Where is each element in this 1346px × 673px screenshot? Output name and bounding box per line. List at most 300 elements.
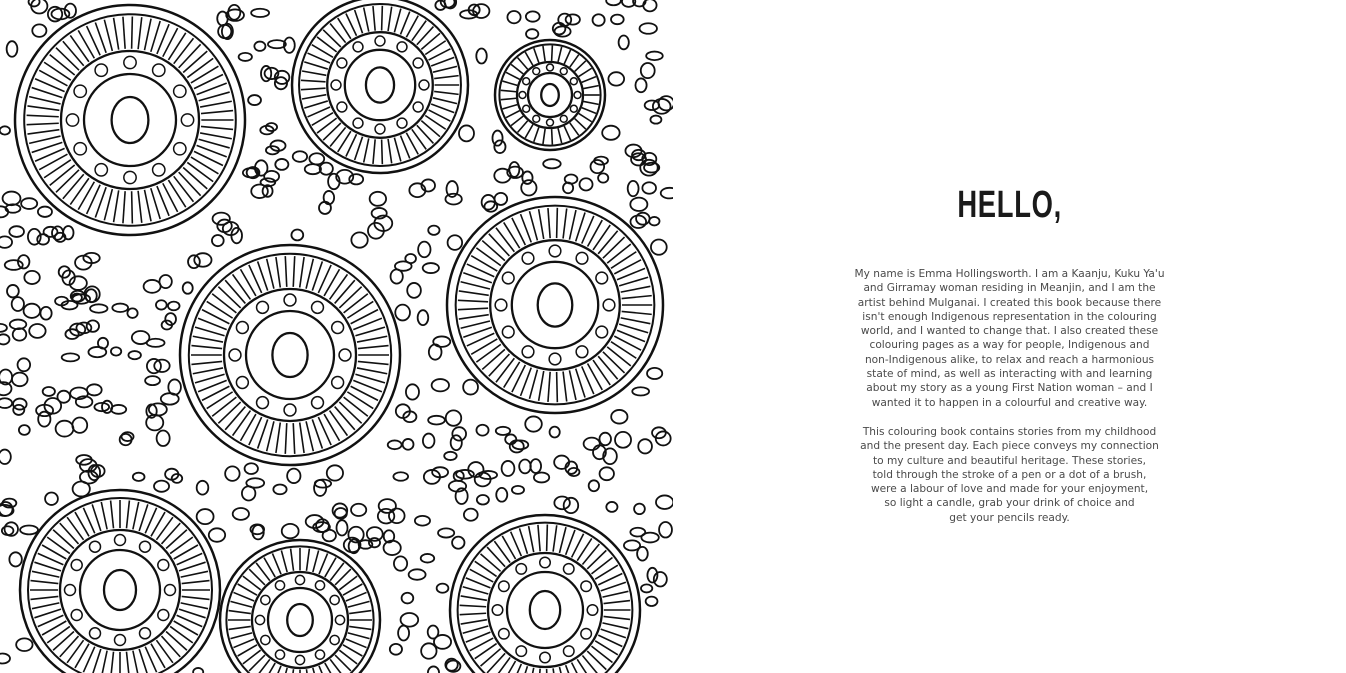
- art-stroke: [557, 208, 558, 238]
- art-stroke: [582, 544, 599, 565]
- art-stroke: [275, 650, 284, 659]
- art-stroke: [63, 226, 73, 239]
- art-stroke: [487, 547, 505, 567]
- art-stroke: [275, 159, 288, 170]
- art-stroke: [111, 347, 121, 355]
- art-stroke: [487, 653, 505, 673]
- art-stroke: [0, 324, 7, 332]
- art-stroke: [496, 488, 507, 502]
- art-stroke: [458, 300, 488, 301]
- art-stroke: [304, 101, 328, 108]
- art-stroke: [501, 90, 516, 91]
- art-stroke: [522, 346, 534, 358]
- art-stroke: [552, 129, 553, 144]
- art-stroke: [140, 628, 151, 639]
- art-stroke: [355, 327, 385, 336]
- art-stroke: [413, 102, 423, 112]
- art-stroke: [344, 294, 368, 313]
- art-stroke: [598, 356, 618, 379]
- art-stroke: [90, 541, 101, 552]
- art-stroke: [575, 61, 586, 72]
- art-stroke: [255, 615, 264, 624]
- art-stroke: [602, 623, 628, 629]
- art-stroke: [281, 668, 287, 673]
- art-stroke: [63, 41, 84, 66]
- art-stroke: [95, 64, 107, 76]
- art-stroke: [576, 346, 588, 358]
- art-stroke: [519, 460, 531, 474]
- art-stroke: [603, 352, 625, 373]
- art-stroke: [476, 248, 500, 266]
- art-stroke: [538, 669, 540, 673]
- art-stroke: [547, 64, 554, 71]
- art-stroke: [199, 92, 230, 101]
- art-stroke: [209, 528, 225, 542]
- art-stroke: [195, 374, 225, 383]
- art-stroke: [56, 48, 79, 71]
- art-stroke: [229, 626, 251, 629]
- art-stroke: [90, 304, 107, 312]
- art-stroke: [461, 321, 490, 328]
- art-stroke: [128, 351, 141, 359]
- art-stroke: [434, 91, 458, 94]
- art-stroke: [543, 159, 561, 168]
- art-stroke: [489, 234, 510, 256]
- art-stroke: [502, 661, 515, 673]
- art-stroke: [12, 373, 28, 387]
- art-stroke: [339, 402, 361, 423]
- art-stroke: [461, 620, 487, 624]
- art-stroke: [126, 652, 129, 673]
- art-stroke: [233, 592, 254, 601]
- art-stroke: [332, 377, 344, 389]
- art-stroke: [533, 115, 540, 122]
- art-stroke: [229, 611, 251, 614]
- art-stroke: [640, 23, 657, 34]
- art-stroke: [156, 517, 172, 540]
- page-title: HELLO,: [957, 184, 1062, 226]
- art-stroke: [158, 610, 169, 621]
- art-stroke: [18, 358, 31, 371]
- art-stroke: [233, 508, 249, 520]
- art-stroke: [47, 537, 70, 553]
- art-stroke: [40, 307, 51, 320]
- art-stroke: [293, 256, 294, 287]
- art-stroke: [522, 171, 532, 184]
- art-stroke: [511, 64, 523, 74]
- art-stroke: [236, 322, 248, 334]
- art-stroke: [261, 635, 270, 644]
- art-stroke: [308, 107, 331, 117]
- art-stroke: [257, 301, 269, 313]
- art-stroke: [587, 651, 606, 670]
- art-stroke: [241, 414, 256, 441]
- art-stroke: [287, 469, 300, 483]
- art-stroke: [645, 100, 660, 109]
- art-stroke: [319, 553, 328, 574]
- art-stroke: [516, 564, 527, 575]
- art-stroke: [261, 66, 271, 81]
- art-stroke: [50, 55, 75, 75]
- art-stroke: [145, 376, 160, 385]
- art-stroke: [548, 372, 550, 402]
- art-stroke: [611, 410, 627, 424]
- art-stroke: [7, 41, 18, 57]
- art-stroke: [502, 461, 515, 476]
- art-stroke: [225, 280, 245, 303]
- art-stroke: [84, 74, 176, 166]
- art-stroke: [603, 237, 625, 258]
- art-stroke: [161, 636, 180, 657]
- art-stroke: [293, 423, 294, 454]
- art-stroke: [661, 188, 673, 199]
- art-stroke: [284, 294, 296, 306]
- art-stroke: [218, 287, 240, 308]
- art-stroke: [529, 370, 537, 399]
- art-stroke: [507, 572, 583, 648]
- art-stroke: [315, 650, 324, 659]
- art-stroke: [438, 528, 454, 537]
- art-stroke: [132, 331, 150, 344]
- art-stroke: [547, 525, 548, 552]
- art-stroke: [0, 450, 11, 464]
- art-stroke: [504, 362, 520, 388]
- art-stroke: [445, 194, 461, 205]
- art-stroke: [538, 525, 540, 552]
- art-stroke: [419, 80, 429, 90]
- art-stroke: [398, 626, 409, 641]
- art-stroke: [444, 452, 456, 460]
- art-stroke: [638, 439, 652, 453]
- art-stroke: [246, 311, 334, 399]
- art-stroke: [539, 209, 544, 239]
- art-stroke: [525, 416, 542, 431]
- art-stroke: [53, 530, 74, 549]
- art-stroke: [324, 414, 339, 441]
- art-stroke: [65, 585, 76, 596]
- art-stroke: [574, 92, 581, 99]
- art-stroke: [5, 260, 23, 270]
- art-stroke: [124, 171, 136, 183]
- art-stroke: [272, 553, 281, 574]
- art-stroke: [24, 271, 39, 284]
- art-stroke: [434, 635, 451, 649]
- art-stroke: [60, 523, 79, 544]
- art-stroke: [529, 526, 534, 552]
- art-stroke: [373, 6, 375, 31]
- art-stroke: [174, 85, 186, 97]
- art-stroke: [337, 58, 347, 68]
- art-stroke: [272, 333, 307, 377]
- art-stroke: [598, 231, 618, 254]
- art-stroke: [291, 669, 294, 673]
- art-stroke: [133, 502, 139, 529]
- art-stroke: [541, 84, 559, 106]
- art-stroke: [446, 410, 462, 425]
- art-stroke: [418, 310, 429, 325]
- text-line: to my culture and beautiful heritage. These stories,: [872, 454, 1147, 467]
- art-stroke: [459, 125, 474, 141]
- art-stroke: [201, 111, 233, 114]
- art-stroke: [530, 591, 560, 629]
- art-stroke: [140, 541, 151, 552]
- art-stroke: [30, 596, 58, 599]
- art-stroke: [499, 581, 510, 592]
- art-stroke: [133, 651, 139, 673]
- art-stroke: [293, 151, 307, 162]
- art-stroke: [494, 657, 510, 673]
- art-stroke: [565, 175, 578, 184]
- art-stroke: [218, 25, 231, 38]
- art-stroke: [38, 207, 52, 217]
- art-stroke: [248, 95, 261, 105]
- art-stroke: [602, 126, 619, 140]
- art-stroke: [257, 397, 269, 409]
- art-stroke: [621, 318, 651, 324]
- art-stroke: [433, 98, 457, 104]
- art-stroke: [429, 344, 442, 359]
- art-stroke: [166, 530, 187, 549]
- art-stroke: [397, 118, 407, 128]
- art-stroke: [197, 509, 214, 524]
- art-stroke: [139, 649, 148, 673]
- art-stroke: [402, 593, 414, 604]
- art-stroke: [92, 649, 101, 673]
- art-stroke: [285, 256, 286, 287]
- art-stroke: [549, 353, 561, 365]
- art-stroke: [327, 465, 343, 480]
- art-stroke: [0, 334, 9, 344]
- art-stroke: [104, 20, 112, 51]
- art-stroke: [507, 11, 520, 23]
- art-stroke: [554, 496, 569, 509]
- art-stroke: [503, 81, 518, 85]
- art-stroke: [168, 379, 181, 394]
- art-stroke: [492, 131, 502, 146]
- art-stroke: [382, 6, 383, 31]
- art-stroke: [522, 252, 534, 264]
- art-stroke: [295, 575, 304, 584]
- art-stroke: [267, 259, 274, 289]
- art-stroke: [332, 322, 344, 334]
- art-stroke: [593, 14, 605, 26]
- art-stroke: [569, 370, 576, 400]
- art-stroke: [114, 190, 119, 222]
- art-stroke: [339, 287, 361, 308]
- art-stroke: [351, 504, 366, 516]
- art-stroke: [228, 5, 240, 20]
- art-stroke: [560, 115, 567, 122]
- art-stroke: [448, 235, 463, 250]
- art-stroke: [346, 639, 367, 648]
- art-stroke: [199, 139, 230, 148]
- art-stroke: [418, 242, 430, 258]
- art-stroke: [569, 210, 576, 240]
- art-stroke: [47, 626, 70, 642]
- art-stroke: [481, 649, 501, 666]
- art-stroke: [273, 484, 286, 494]
- art-stroke: [56, 421, 74, 437]
- art-stroke: [602, 591, 628, 597]
- art-stroke: [78, 182, 94, 210]
- art-stroke: [70, 178, 89, 204]
- art-stroke: [301, 88, 326, 89]
- art-stroke: [651, 240, 667, 255]
- art-stroke: [649, 217, 659, 226]
- art-stroke: [179, 44, 201, 68]
- art-stroke: [24, 304, 41, 318]
- art-stroke: [506, 111, 520, 118]
- art-stroke: [458, 308, 488, 309]
- art-stroke: [528, 73, 572, 117]
- art-stroke: [560, 68, 567, 75]
- art-stroke: [123, 191, 125, 223]
- art-stroke: [66, 114, 78, 126]
- text-line: world, and I wanted to change that. I also created these: [860, 325, 1159, 338]
- art-stroke: [364, 7, 369, 31]
- art-stroke: [252, 572, 348, 668]
- art-stroke: [27, 123, 59, 124]
- art-stroke: [101, 502, 107, 529]
- art-stroke: [195, 327, 225, 336]
- art-stroke: [191, 361, 222, 364]
- art-stroke: [460, 605, 487, 606]
- art-stroke: [529, 211, 537, 240]
- art-stroke: [496, 228, 514, 252]
- art-stroke: [145, 19, 152, 51]
- art-stroke: [482, 349, 505, 369]
- art-stroke: [21, 198, 37, 209]
- art-stroke: [619, 35, 629, 49]
- art-stroke: [349, 611, 371, 614]
- art-stroke: [357, 368, 387, 374]
- art-stroke: [599, 433, 611, 446]
- art-stroke: [111, 405, 126, 414]
- art-stroke: [74, 143, 86, 155]
- art-stroke: [630, 528, 645, 537]
- art-stroke: [306, 421, 313, 451]
- art-stroke: [463, 626, 489, 633]
- art-stroke: [431, 104, 454, 113]
- art-stroke: [87, 384, 102, 395]
- art-stroke: [267, 421, 274, 451]
- art-stroke: [179, 562, 206, 571]
- art-stroke: [156, 300, 167, 309]
- art-stroke: [647, 368, 662, 379]
- art-stroke: [348, 601, 370, 607]
- art-stroke: [264, 171, 279, 182]
- art-stroke: [212, 397, 236, 416]
- art-stroke: [53, 631, 74, 650]
- art-stroke: [276, 257, 280, 287]
- art-stroke: [590, 160, 604, 173]
- art-stroke: [300, 257, 304, 287]
- art-stroke: [512, 486, 524, 494]
- art-stroke: [405, 254, 416, 263]
- art-stroke: [564, 498, 579, 513]
- art-stroke: [628, 181, 639, 196]
- art-stroke: [225, 466, 239, 481]
- art-stroke: [428, 416, 445, 425]
- art-stroke: [154, 481, 169, 492]
- art-stroke: [421, 554, 435, 563]
- art-stroke: [656, 495, 673, 509]
- art-stroke: [353, 42, 363, 52]
- art-stroke: [409, 569, 426, 579]
- art-stroke: [315, 581, 324, 590]
- art-stroke: [201, 126, 233, 129]
- art-stroke: [621, 286, 651, 292]
- art-stroke: [534, 472, 549, 482]
- art-stroke: [0, 398, 12, 408]
- art-stroke: [432, 379, 449, 391]
- art-stroke: [133, 473, 145, 481]
- art-stroke: [154, 360, 169, 372]
- art-stroke: [364, 138, 369, 162]
- art-stroke: [576, 252, 588, 264]
- art-stroke: [347, 301, 373, 318]
- art-stroke: [115, 535, 126, 546]
- art-stroke: [611, 15, 624, 25]
- art-stroke: [200, 133, 232, 139]
- art-stroke: [275, 581, 284, 590]
- art-stroke: [646, 52, 663, 61]
- art-stroke: [281, 550, 287, 572]
- art-stroke: [132, 17, 133, 49]
- art-stroke: [120, 434, 132, 445]
- art-stroke: [543, 129, 545, 144]
- art-stroke: [32, 24, 46, 36]
- art-stroke: [71, 610, 82, 621]
- art-stroke: [182, 596, 210, 599]
- art-stroke: [454, 471, 464, 481]
- art-stroke: [43, 387, 55, 396]
- art-stroke: [9, 552, 21, 566]
- art-stroke: [3, 192, 21, 206]
- art-stroke: [62, 353, 79, 361]
- art-stroke: [506, 72, 520, 79]
- art-stroke: [304, 62, 328, 69]
- art-stroke: [375, 124, 385, 134]
- art-stroke: [183, 51, 207, 72]
- art-stroke: [355, 374, 385, 383]
- art-stroke: [179, 609, 206, 618]
- art-stroke: [101, 651, 107, 673]
- art-stroke: [384, 541, 401, 555]
- art-stroke: [335, 407, 355, 430]
- art-stroke: [305, 164, 321, 174]
- art-stroke: [61, 51, 199, 189]
- art-stroke: [127, 308, 137, 318]
- art-stroke: [523, 105, 530, 112]
- art-stroke: [276, 423, 280, 453]
- art-stroke: [153, 64, 165, 76]
- art-stroke: [330, 274, 348, 299]
- art-stroke: [111, 500, 114, 528]
- art-stroke: [27, 115, 59, 116]
- art-stroke: [570, 105, 577, 112]
- art-stroke: [284, 404, 296, 416]
- art-stroke: [582, 77, 596, 83]
- art-stroke: [413, 58, 423, 68]
- art-stroke: [90, 628, 101, 639]
- art-stroke: [407, 283, 421, 298]
- art-stroke: [460, 613, 487, 614]
- art-stroke: [393, 472, 408, 481]
- art-stroke: [559, 667, 566, 673]
- art-stroke: [246, 478, 264, 487]
- art-stroke: [502, 272, 514, 284]
